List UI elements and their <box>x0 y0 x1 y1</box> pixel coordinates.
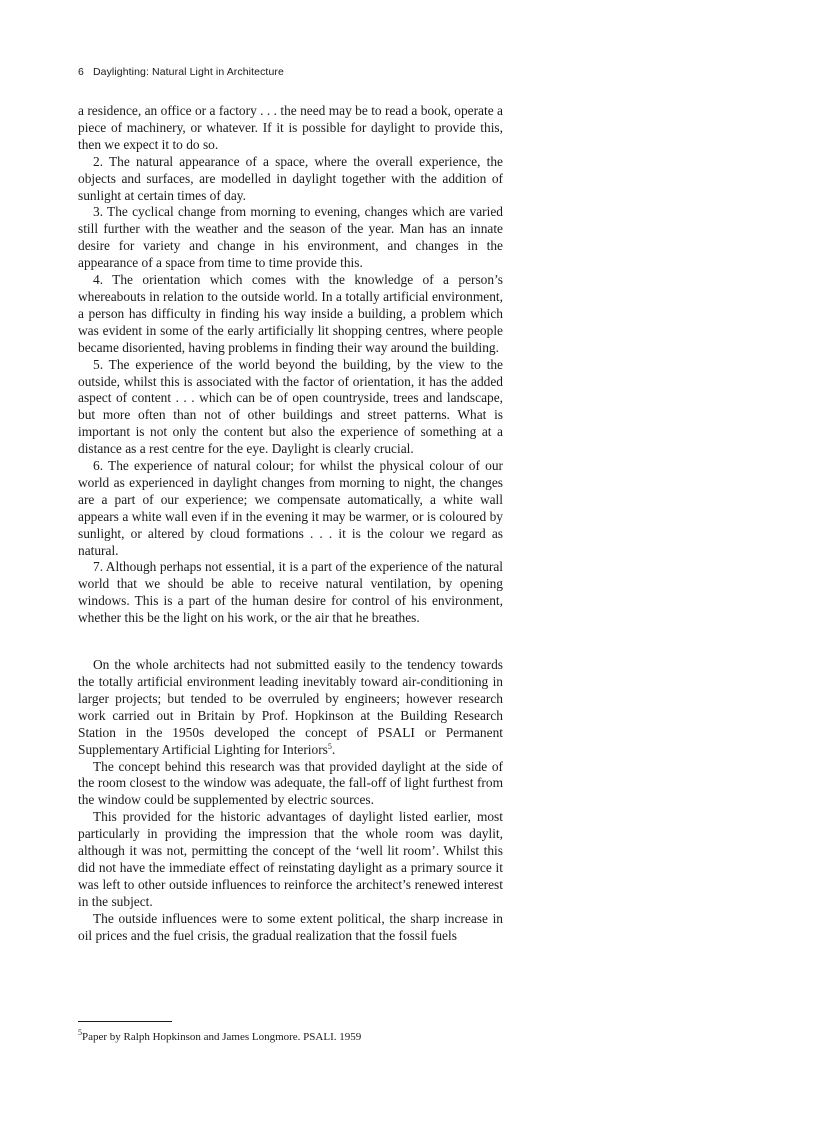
list-item-4: 4. The orientation which comes with the knowledge of a person’s whereabouts in relation to the outside world. In a totally artificial environment, a person has difficulty in finding his way inside a building, a problem which was evident in some of the early artificially lit shopping centres, where people became disoriented, having problems in finding their way around the building. <box>78 272 503 355</box>
running-title: Daylighting: Natural Light in Architecture <box>92 66 284 78</box>
footnote <box>78 1030 503 1044</box>
list-item-6: 6. The experience of natural colour; for whilst the physical colour of our world as experienced in daylight changes from morning to night, the changes are a part of our experience; we compensate automatically, a white wall appears a white wall even if in the evening it may be warmer, or is coloured by sunlight, or altered by cloud formations . . . it is the colour we regard as natural. <box>78 458 503 558</box>
paragraph-psali-text: On the whole architects had not submitted easily to the tendency towards the totally artificial environment leading inevitably toward air-conditioning in larger projects; but tended to be overruled by engineers; however research work carried out in Britain by Prof. Hopkinson at the Building Research Station in the 1950s developed the concept of PSALI or Permanent Supplementary Artificial Lighting for Interiors <box>78 657 503 757</box>
paragraph-psali <box>78 657 503 758</box>
list-item-5: 5. The experience of the world beyond the building, by the view to the outside, whilst this is associated with the factor of orientation, it has the added aspect of content . . . which can be of open countryside, trees and landscape, but more often than not of other buildings and street patterns. What is important is not only the content but also the experience of something at a distance as a rest centre for the eye. Daylight is clearly crucial. <box>78 356 503 457</box>
body-text <box>78 103 503 945</box>
paragraph-end-punctuation: . <box>331 741 336 757</box>
footnote-text: Paper by Ralph Hopkinson and James Longmore. PSALI. 1959 <box>82 1031 362 1043</box>
list-item-3: 3. The cyclical change from morning to evening, changes which are varied still further with the weather and the season of the year. Man has an innate desire for variety and change in his environment, and changes in the appearance of a space from time to time provide this. <box>78 204 503 271</box>
paragraph: The concept behind this research was that provided daylight at the side of the room closest to the window was adequate, the fall-off of light furthest from the window could be supplemented by electric sources. <box>78 758 503 808</box>
list-item-7: 7. Although perhaps not essential, it is a part of the experience of the natural world that we should be able to receive natural ventilation, by opening windows. This is a part of the human desire for control of his environment, whether this be the light on his work, or the air that he breathes. <box>78 559 503 626</box>
page-number: 6 <box>78 66 84 78</box>
footnote-marker: 5 <box>78 1028 82 1037</box>
footnote-rule <box>78 1021 172 1022</box>
list-item-2: 2. The natural appearance of a space, where the overall experience, the objects and surfaces, are modelled in daylight together with the addition of sunlight at certain times of day. <box>78 153 503 203</box>
paragraph: This provided for the historic advantages of daylight listed earlier, most particularly in providing the impression that the whole room was daylit, although it was not, permitting the concept of the ‘well lit room’. Whilst this did not have the immediate effect of reinstating daylight as a primary source it was left to other outside influences to reinforce the architect’s renewed interest in the subject. <box>78 809 503 909</box>
paragraph: The outside influences were to some extent political, the sharp increase in oil prices and the fuel crisis, the gradual realization that the fossil fuels <box>78 910 503 943</box>
running-header <box>78 66 284 78</box>
footnote-reference: 5 <box>327 741 332 751</box>
paragraph: a residence, an office or a factory . . . the need may be to read a book, operate a piece of machinery, or whatever. If it is possible for daylight to provide this, then we expect it to do so. <box>78 103 503 152</box>
